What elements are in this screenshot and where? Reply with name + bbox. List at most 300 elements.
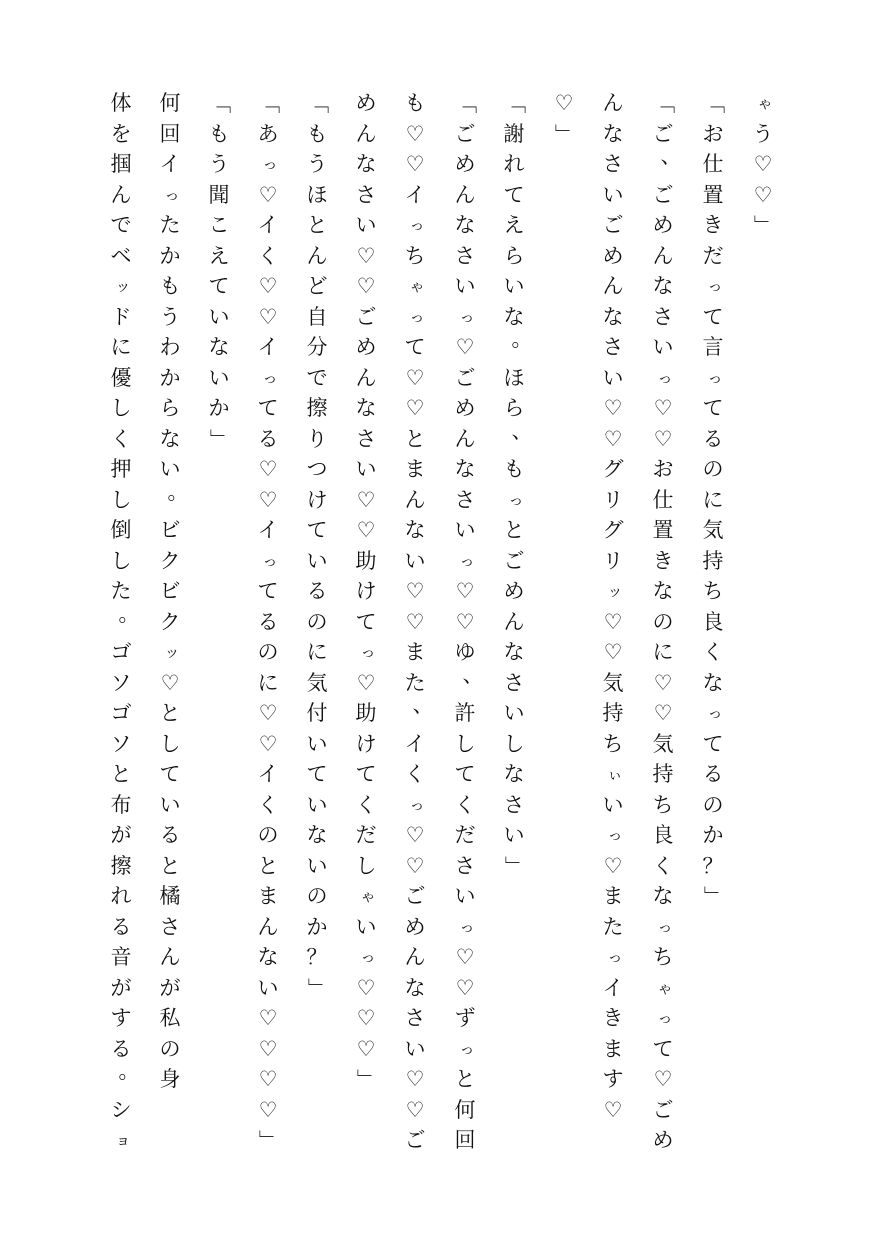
- glyph: い: [503, 823, 525, 847]
- glyph: っ: [262, 368, 278, 387]
- glyph: ら: [503, 396, 525, 420]
- text-column-5: [549, 88, 579, 1168]
- text-column-2: [698, 88, 728, 1168]
- glyph: 音: [110, 945, 132, 969]
- glyph: す: [602, 1067, 624, 1091]
- glyph: の: [702, 457, 724, 481]
- glyph: ♡: [455, 609, 475, 634]
- glyph: っ: [707, 277, 723, 295]
- glyph: る: [702, 426, 724, 451]
- glyph: う: [208, 152, 230, 176]
- glyph: さ: [652, 304, 674, 329]
- glyph: 分: [306, 335, 328, 359]
- glyph: ♡: [653, 426, 673, 451]
- glyph: て: [306, 518, 328, 542]
- text-column-11: [253, 88, 283, 1168]
- glyph: 身: [159, 1067, 181, 1091]
- glyph: っ: [707, 368, 723, 387]
- glyph: え: [208, 243, 230, 268]
- glyph: ま: [602, 884, 624, 908]
- glyph: シ: [110, 1097, 132, 1122]
- glyph: ♡: [356, 243, 376, 268]
- glyph: て: [159, 762, 181, 786]
- glyph: か: [702, 823, 724, 847]
- glyph: と: [159, 853, 181, 878]
- glyph: ♡: [653, 670, 673, 695]
- glyph: く: [257, 243, 279, 268]
- glyph: し: [159, 731, 181, 756]
- glyph: ん: [454, 182, 476, 207]
- glyph: ♡: [258, 1097, 278, 1122]
- glyph: る: [257, 609, 279, 634]
- glyph: っ: [657, 917, 673, 936]
- text-column-9: [351, 88, 381, 1168]
- glyph: ん: [404, 945, 426, 969]
- glyph: 置: [652, 518, 674, 542]
- glyph: ♡: [258, 274, 278, 298]
- glyph: ♡: [653, 396, 673, 420]
- glyph: て: [208, 274, 230, 298]
- glyph: イ: [257, 518, 279, 542]
- glyph: た: [159, 213, 181, 237]
- glyph: ち: [652, 792, 674, 817]
- glyph: と: [257, 853, 279, 878]
- glyph: っ: [262, 551, 278, 570]
- glyph: い: [355, 914, 377, 939]
- glyph: 」: [256, 1129, 281, 1151]
- glyph: て: [355, 609, 377, 634]
- glyph: い: [503, 274, 525, 298]
- glyph: め: [355, 91, 377, 115]
- glyph: い: [602, 792, 624, 817]
- glyph: な: [355, 152, 377, 176]
- glyph: ♡: [356, 975, 376, 1000]
- glyph: っ: [508, 490, 524, 509]
- glyph: さ: [159, 914, 181, 939]
- glyph: う: [306, 152, 328, 176]
- glyph: め: [602, 243, 624, 268]
- glyph: ？: [306, 945, 328, 969]
- glyph: 。: [511, 327, 533, 351]
- glyph: を: [110, 121, 132, 146]
- glyph: ク: [159, 609, 181, 634]
- glyph: ♡: [603, 426, 623, 451]
- glyph: ゆ: [454, 640, 476, 664]
- glyph: が: [110, 975, 132, 1000]
- glyph: 回: [159, 121, 181, 146]
- glyph: し: [503, 731, 525, 756]
- glyph: ん: [257, 914, 279, 939]
- glyph: 気: [306, 670, 328, 695]
- text-column-4: [598, 88, 628, 1168]
- glyph: 、: [660, 144, 682, 168]
- glyph: さ: [404, 1006, 426, 1030]
- glyph: い: [257, 975, 279, 1000]
- glyph: め: [404, 914, 426, 939]
- glyph: 仕: [652, 487, 674, 512]
- glyph: っ: [607, 948, 623, 966]
- glyph: 倒: [110, 518, 132, 542]
- glyph: ら: [159, 396, 181, 420]
- glyph: ♡: [258, 1067, 278, 1091]
- glyph: ぃ: [607, 765, 623, 783]
- glyph: 言: [702, 335, 724, 359]
- glyph: ♡: [455, 579, 475, 603]
- glyph: な: [355, 396, 377, 420]
- glyph: な: [503, 640, 525, 664]
- glyph: な: [602, 304, 624, 329]
- glyph: い: [306, 853, 328, 878]
- glyph: 優: [110, 365, 132, 390]
- glyph: 「: [701, 92, 726, 114]
- glyph: た: [602, 914, 624, 939]
- glyph: に: [257, 670, 279, 695]
- glyph: ほ: [306, 182, 328, 207]
- glyph: お: [652, 457, 674, 481]
- glyph: く: [110, 426, 132, 451]
- glyph: ♡: [405, 823, 425, 847]
- glyph: 」: [751, 214, 776, 236]
- glyph: ♡: [356, 1036, 376, 1061]
- glyph: き: [652, 548, 674, 573]
- glyph: し: [110, 487, 132, 512]
- glyph: 良: [702, 609, 724, 634]
- glyph: な: [404, 518, 426, 542]
- glyph: 押: [110, 457, 132, 481]
- glyph: ♡: [258, 731, 278, 756]
- glyph: ♡: [653, 701, 673, 725]
- glyph: ソ: [110, 670, 132, 695]
- glyph: 体: [110, 91, 132, 115]
- glyph: ッ: [164, 643, 180, 661]
- glyph: 「: [651, 92, 676, 114]
- glyph: ♡: [405, 1067, 425, 1091]
- glyph: な: [652, 274, 674, 298]
- glyph: め: [454, 396, 476, 420]
- glyph: な: [454, 213, 476, 237]
- glyph: と: [503, 518, 525, 542]
- glyph: ♡: [258, 304, 278, 329]
- glyph: す: [110, 1006, 132, 1030]
- glyph: め: [503, 579, 525, 603]
- glyph: い: [306, 792, 328, 817]
- glyph: い: [602, 182, 624, 207]
- glyph: い: [652, 335, 674, 359]
- glyph: 付: [306, 701, 328, 725]
- glyph: い: [404, 1036, 426, 1061]
- glyph: お: [702, 121, 724, 146]
- glyph: っ: [409, 216, 425, 234]
- glyph: ♡: [653, 1067, 673, 1091]
- glyph: も: [404, 91, 426, 115]
- glyph: で: [306, 365, 328, 390]
- glyph: り: [306, 426, 328, 451]
- glyph: と: [306, 213, 328, 237]
- glyph: 掴: [110, 152, 132, 176]
- glyph: い: [306, 548, 328, 573]
- glyph: い: [454, 518, 476, 542]
- glyph: 」: [701, 885, 726, 907]
- glyph: ご: [355, 304, 377, 329]
- glyph: あ: [257, 121, 279, 146]
- glyph: が: [110, 823, 132, 847]
- glyph: て: [257, 579, 279, 603]
- text-column-3: [648, 88, 682, 1168]
- glyph: ♡: [356, 1006, 376, 1030]
- glyph: ベ: [110, 243, 132, 268]
- glyph: 助: [355, 548, 377, 573]
- glyph: と: [159, 701, 181, 725]
- glyph: ♡: [405, 1097, 425, 1122]
- glyph: で: [110, 213, 132, 237]
- glyph: っ: [360, 948, 376, 966]
- glyph: 回: [454, 1128, 476, 1152]
- text-column-8: [400, 88, 434, 1168]
- glyph: っ: [657, 1009, 673, 1027]
- glyph: い: [208, 304, 230, 329]
- glyph: ご: [404, 884, 426, 908]
- glyph: っ: [459, 917, 475, 936]
- glyph: も: [503, 457, 525, 481]
- glyph: な: [159, 426, 181, 451]
- glyph: ち: [652, 945, 674, 969]
- glyph: 何: [159, 91, 181, 115]
- glyph: か: [208, 396, 230, 420]
- glyph: さ: [454, 487, 476, 512]
- glyph: ほ: [503, 365, 525, 390]
- glyph: っ: [607, 826, 623, 844]
- glyph: て: [355, 762, 377, 786]
- glyph: さ: [503, 792, 525, 817]
- glyph: か: [159, 243, 181, 268]
- glyph: ん: [355, 365, 377, 390]
- glyph: と: [110, 762, 132, 786]
- glyph: 聞: [208, 182, 230, 207]
- glyph: ビ: [159, 579, 181, 603]
- glyph: る: [159, 823, 181, 847]
- glyph: っ: [459, 551, 475, 570]
- glyph: く: [355, 792, 377, 817]
- glyph: リ: [602, 548, 624, 573]
- glyph: な: [503, 304, 525, 329]
- glyph: ♡: [455, 975, 475, 1000]
- glyph: 、: [462, 662, 484, 687]
- glyph: ん: [404, 487, 426, 512]
- glyph: ゴ: [110, 640, 132, 664]
- glyph: く: [257, 792, 279, 817]
- glyph: ♡: [603, 396, 623, 420]
- glyph: ♡: [603, 609, 623, 634]
- glyph: 持: [602, 701, 624, 725]
- glyph: ど: [306, 274, 328, 298]
- glyph: ち: [602, 731, 624, 756]
- glyph: だ: [355, 823, 377, 847]
- glyph: ♡: [753, 152, 773, 176]
- glyph: き: [702, 213, 724, 237]
- glyph: ♡: [603, 640, 623, 664]
- glyph: ♡: [405, 365, 425, 390]
- glyph: ♡: [160, 670, 180, 695]
- text-column-14: [106, 88, 140, 1168]
- glyph: ゴ: [110, 701, 132, 725]
- glyph: ご: [454, 365, 476, 390]
- glyph: 、: [412, 693, 434, 717]
- glyph: ド: [110, 304, 132, 329]
- glyph: っ: [164, 185, 180, 204]
- glyph: き: [602, 1006, 624, 1030]
- glyph: も: [208, 121, 230, 146]
- glyph: け: [355, 579, 377, 603]
- glyph: し: [454, 731, 476, 756]
- glyph: ♡: [405, 152, 425, 176]
- glyph: な: [702, 670, 724, 695]
- glyph: の: [652, 609, 674, 634]
- glyph: さ: [355, 182, 377, 207]
- glyph: 「: [256, 92, 281, 114]
- glyph: な: [454, 457, 476, 481]
- glyph: ゃ: [657, 978, 673, 997]
- glyph: ♡: [258, 487, 278, 512]
- glyph: イ: [159, 152, 181, 176]
- glyph: ♡: [455, 945, 475, 969]
- glyph: ♡: [753, 182, 773, 207]
- glyph: ら: [503, 243, 525, 268]
- glyph: し: [110, 396, 132, 420]
- glyph: な: [652, 579, 674, 603]
- glyph: 」: [305, 977, 330, 999]
- glyph: い: [355, 213, 377, 237]
- glyph: ず: [454, 1006, 476, 1030]
- glyph: い: [404, 548, 426, 573]
- glyph: ？: [702, 853, 724, 878]
- glyph: ご: [652, 182, 674, 207]
- glyph: い: [159, 792, 181, 817]
- glyph: て: [503, 182, 525, 207]
- glyph: っ: [459, 307, 475, 326]
- glyph: っ: [707, 704, 723, 722]
- glyph: ッ: [115, 277, 131, 295]
- glyph: い: [503, 701, 525, 725]
- glyph: イ: [257, 213, 279, 237]
- glyph: ♡: [603, 1097, 623, 1122]
- glyph: ♡: [258, 182, 278, 207]
- glyph: の: [257, 823, 279, 847]
- glyph: ん: [652, 243, 674, 268]
- glyph: け: [306, 487, 328, 512]
- glyph: え: [503, 213, 525, 237]
- glyph: ♡: [405, 853, 425, 878]
- glyph: ち: [702, 579, 724, 603]
- glyph: く: [702, 640, 724, 664]
- glyph: 、: [511, 418, 533, 443]
- glyph: 謝: [503, 121, 525, 146]
- glyph: さ: [503, 670, 525, 695]
- glyph: ん: [306, 243, 328, 268]
- glyph: ♡: [603, 853, 623, 878]
- glyph: ♡: [356, 518, 376, 542]
- glyph: ♡: [258, 701, 278, 725]
- glyph: に: [306, 640, 328, 664]
- glyph: 布: [110, 792, 132, 817]
- glyph: た: [110, 579, 132, 603]
- glyph: ♡: [356, 274, 376, 298]
- glyph: 」: [207, 428, 232, 450]
- glyph: ん: [602, 91, 624, 115]
- glyph: ソ: [110, 731, 132, 756]
- glyph: 気: [702, 518, 724, 542]
- glyph: る: [110, 914, 132, 939]
- glyph: め: [652, 213, 674, 237]
- glyph: い: [159, 457, 181, 481]
- glyph: ん: [159, 945, 181, 969]
- glyph: ♡: [258, 457, 278, 481]
- glyph: の: [306, 609, 328, 634]
- glyph: ♡: [258, 1006, 278, 1030]
- glyph: う: [159, 304, 181, 329]
- glyph: る: [257, 426, 279, 451]
- glyph: 橘: [159, 884, 181, 908]
- glyph: ク: [159, 548, 181, 573]
- glyph: た: [404, 670, 426, 695]
- glyph: こ: [208, 213, 230, 237]
- glyph: い: [355, 457, 377, 481]
- glyph: る: [110, 1036, 132, 1061]
- glyph: だ: [702, 243, 724, 268]
- glyph: 。: [118, 1059, 140, 1083]
- glyph: ♡: [356, 487, 376, 512]
- glyph: に: [702, 487, 724, 512]
- glyph: て: [702, 731, 724, 756]
- glyph: ま: [404, 640, 426, 664]
- glyph: っ: [409, 795, 425, 814]
- glyph: な: [404, 975, 426, 1000]
- glyph: 。: [167, 479, 189, 504]
- glyph: だ: [454, 823, 476, 847]
- glyph: の: [159, 1036, 181, 1061]
- glyph: ん: [355, 121, 377, 146]
- glyph: リ: [602, 487, 624, 512]
- glyph: ん: [110, 182, 132, 207]
- glyph: て: [404, 335, 426, 359]
- glyph: ご: [503, 548, 525, 573]
- glyph: な: [306, 823, 328, 847]
- glyph: な: [503, 762, 525, 786]
- glyph: て: [257, 396, 279, 420]
- glyph: ま: [257, 884, 279, 908]
- glyph: い: [306, 731, 328, 756]
- glyph: い: [454, 884, 476, 908]
- glyph: な: [208, 335, 230, 359]
- glyph: っ: [409, 307, 425, 326]
- glyph: っ: [262, 155, 278, 173]
- glyph: ご: [652, 1097, 674, 1122]
- glyph: め: [454, 152, 476, 176]
- glyph: の: [702, 792, 724, 817]
- glyph: れ: [503, 152, 525, 176]
- glyph: け: [355, 731, 377, 756]
- glyph: か: [159, 365, 181, 390]
- glyph: っ: [360, 643, 376, 661]
- text-column-10: [302, 88, 332, 1168]
- glyph: も: [159, 274, 181, 298]
- glyph: て: [454, 762, 476, 786]
- glyph: 擦: [110, 853, 132, 878]
- glyph: グ: [602, 457, 624, 481]
- glyph: か: [306, 914, 328, 939]
- glyph: 「: [453, 92, 478, 114]
- glyph: る: [306, 579, 328, 603]
- glyph: さ: [454, 243, 476, 268]
